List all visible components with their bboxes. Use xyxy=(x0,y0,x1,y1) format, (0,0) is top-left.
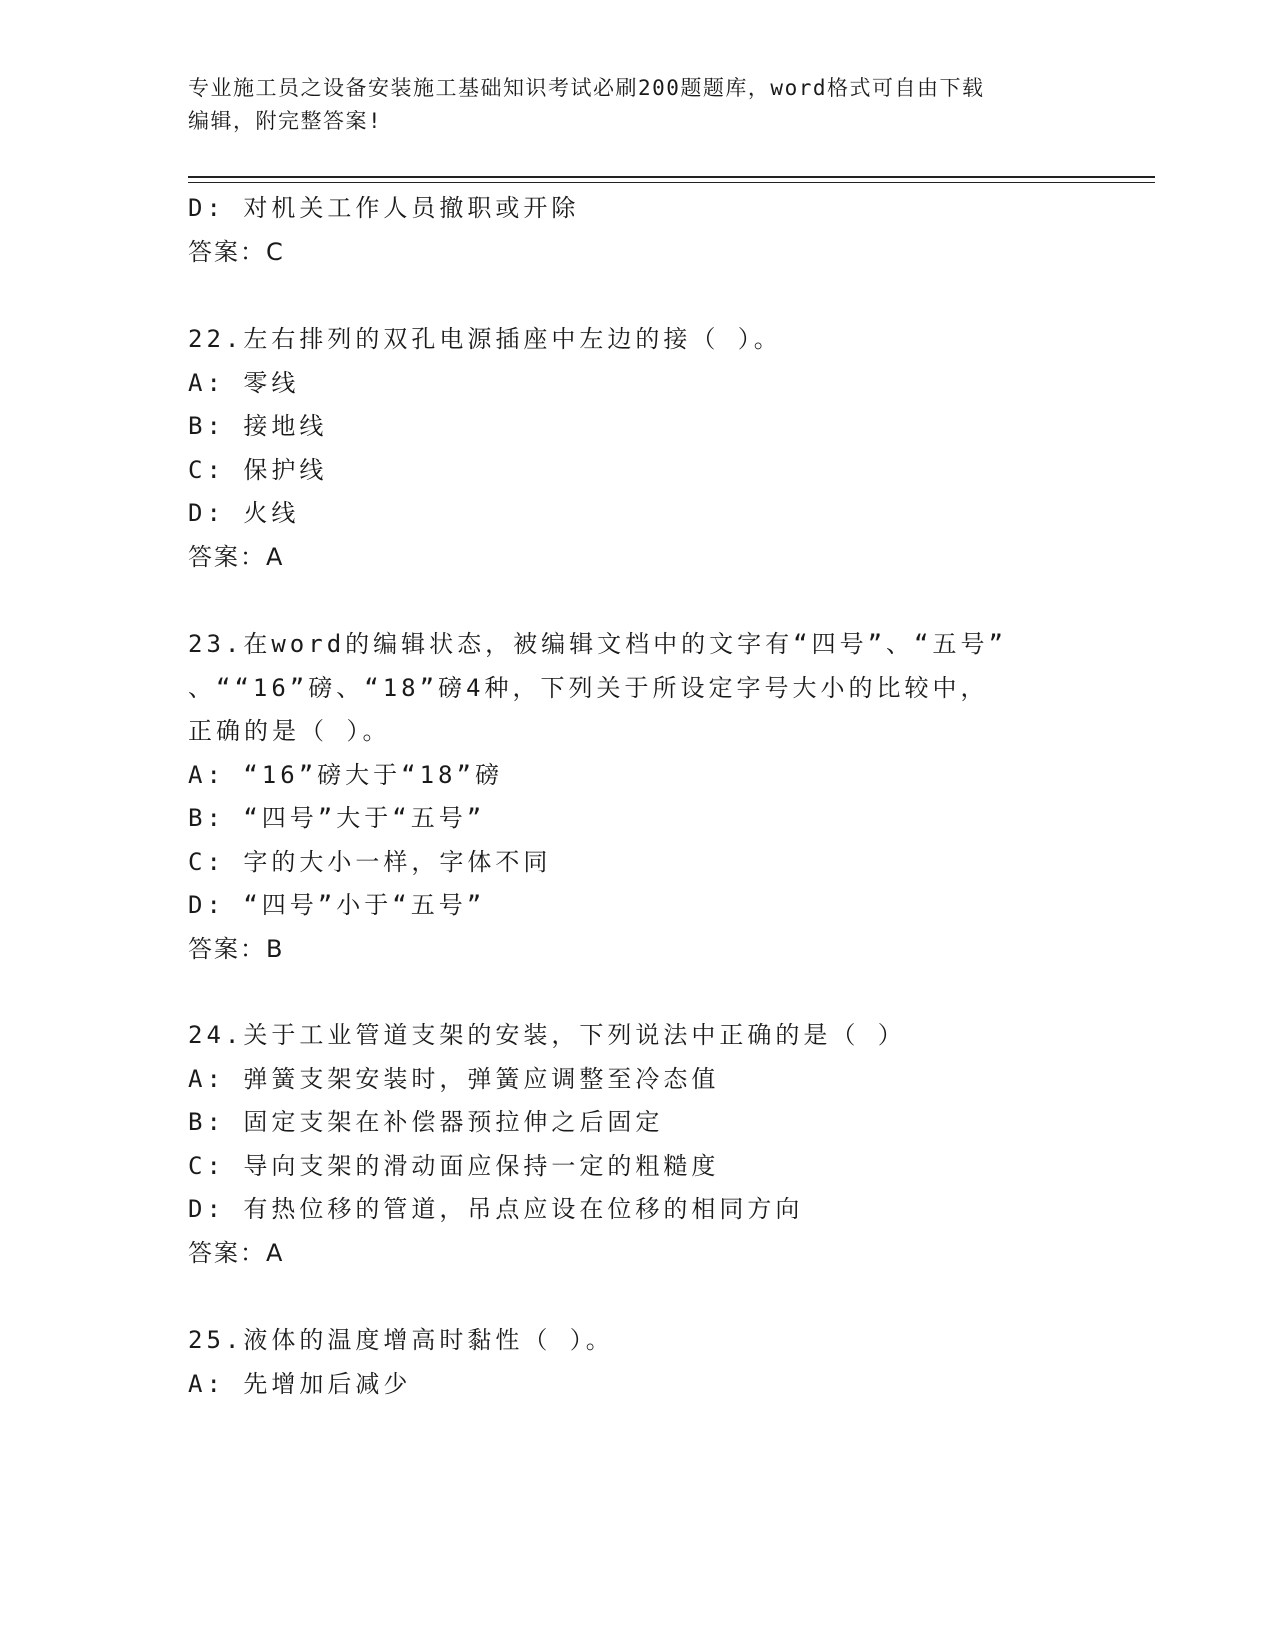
header-divider-thick xyxy=(188,176,1155,178)
q23-stem-line3: 正确的是（ ）。 xyxy=(188,717,391,745)
q22-answer: 答案：A xyxy=(188,543,285,571)
q23-option-c: C: 字的大小一样，字体不同 xyxy=(188,848,552,876)
q21-answer: 答案：C xyxy=(188,238,285,266)
q25-stem: 25.液体的温度增高时黏性（ ）。 xyxy=(188,1326,614,1354)
header-title-line1: 专业施工员之设备安装施工基础知识考试必刷200题题库，word格式可自由下载 xyxy=(188,76,985,100)
q23-stem-line2: 、““16”磅、“18”磅4种，下列关于所设定字号大小的比较中， xyxy=(188,674,989,702)
q24-option-a: A: 弹簧支架安装时，弹簧应调整至冷态值 xyxy=(188,1065,720,1093)
header-divider-thin xyxy=(188,182,1155,183)
q23-answer: 答案：B xyxy=(188,935,285,963)
q21-option-d: D: 对机关工作人员撤职或开除 xyxy=(188,194,580,222)
q24-option-d: D: 有热位移的管道，吊点应设在位移的相同方向 xyxy=(188,1195,804,1223)
q23-stem-line1: 23.在word的编辑状态，被编辑文档中的文字有“四号”、“五号” xyxy=(188,630,1007,658)
q22-stem: 22.左右排列的双孔电源插座中左边的接（ ）。 xyxy=(188,325,782,353)
q24-answer: 答案：A xyxy=(188,1239,285,1267)
q25-option-a: A: 先增加后减少 xyxy=(188,1370,412,1398)
q23-option-d: D: “四号”小于“五号” xyxy=(188,891,486,919)
q24-option-c: C: 导向支架的滑动面应保持一定的粗糙度 xyxy=(188,1152,720,1180)
q24-option-b: B: 固定支架在补偿器预拉伸之后固定 xyxy=(188,1108,664,1136)
q22-option-a: A: 零线 xyxy=(188,369,300,397)
q22-option-c: C: 保护线 xyxy=(188,456,328,484)
q22-option-d: D: 火线 xyxy=(188,499,300,527)
q24-stem: 24.关于工业管道支架的安装，下列说法中正确的是（ ） xyxy=(188,1021,906,1049)
header-title-line2: 编辑，附完整答案! xyxy=(188,109,383,133)
q22-option-b: B: 接地线 xyxy=(188,412,328,440)
document-header xyxy=(188,72,1088,138)
q23-option-a: A: “16”磅大于“18”磅 xyxy=(188,761,503,789)
q23-option-b: B: “四号”大于“五号” xyxy=(188,804,486,832)
